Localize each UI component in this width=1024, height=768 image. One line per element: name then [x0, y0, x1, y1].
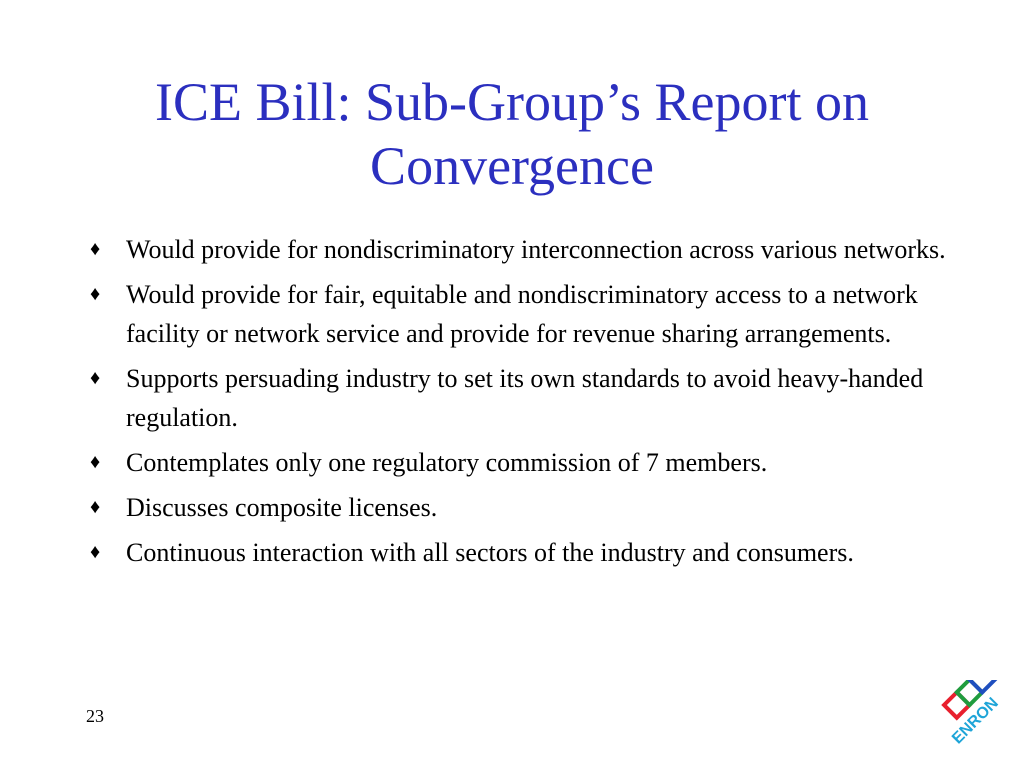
diamond-bullet-icon: ♦ [90, 541, 101, 563]
logo-loop-red [944, 692, 969, 717]
bullet-item [86, 275, 946, 353]
logo-text: ENRON [949, 694, 1002, 748]
slide-title [60, 70, 964, 198]
diamond-bullet-icon: ♦ [90, 496, 101, 518]
bullet-item [86, 488, 946, 527]
bullet-text: Discusses composite licenses. [126, 493, 438, 522]
bullet-list [86, 230, 946, 578]
diamond-bullet-icon: ♦ [90, 367, 101, 389]
logo-loop-green [957, 680, 982, 705]
bullet-text: Contemplates only one regulatory commission of 7 members. [126, 448, 768, 477]
diamond-bullet-icon: ♦ [90, 238, 101, 260]
title-line-2: Convergence [370, 136, 654, 196]
diamond-bullet-icon: ♦ [90, 451, 101, 473]
bullet-item [86, 533, 946, 572]
title-line-1: ICE Bill: Sub-Group’s Report on [155, 72, 869, 132]
bullet-text: Continuous interaction with all sectors of the industry and consumers. [126, 538, 854, 567]
bullet-item [86, 443, 946, 482]
logo-loop-blue [970, 680, 995, 692]
page-number: 23 [86, 706, 104, 726]
bullet-item [86, 359, 946, 437]
bullet-item [86, 230, 946, 269]
bullet-text: Supports persuading industry to set its own standards to avoid heavy-handed regulation. [126, 364, 924, 432]
bullet-text: Would provide for fair, equitable and nondiscriminatory access to a network facility or network service and provide for revenue sharing arrangements. [126, 280, 918, 348]
diamond-bullet-icon: ♦ [90, 283, 101, 305]
bullet-text: Would provide for nondiscriminatory interconnection across various networks. [126, 235, 946, 264]
enron-logo-icon [936, 680, 1020, 764]
